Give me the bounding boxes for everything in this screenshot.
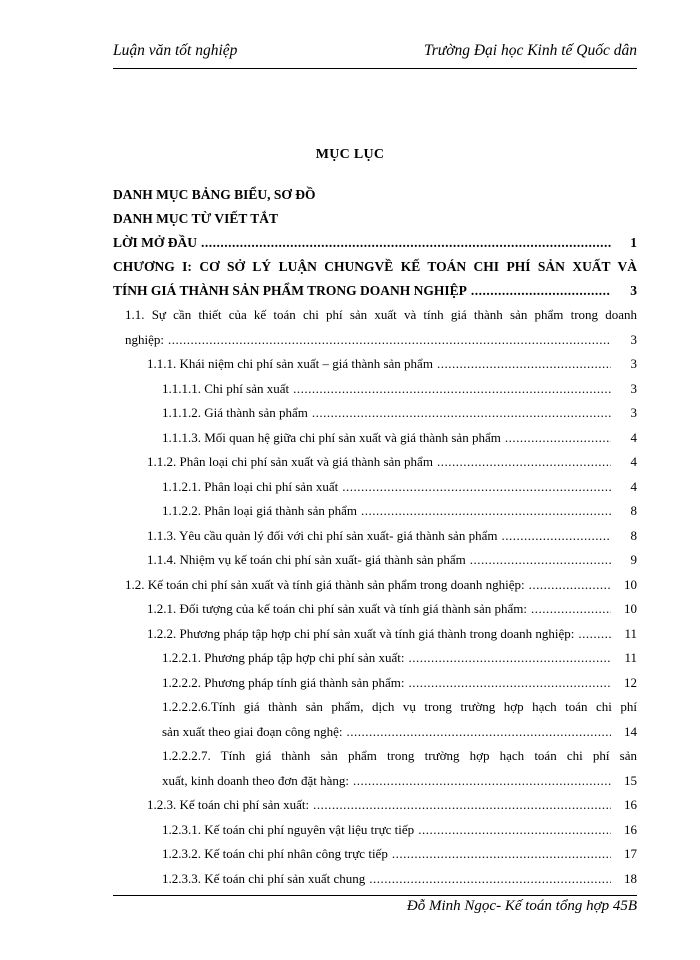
dot-leader [293,377,611,402]
toc-page-number: 16 [624,821,637,837]
toc-entry-chapter-1[interactable] [113,255,637,303]
page-title: MỤC LỤC [315,147,385,162]
toc-page-number: 18 [624,870,637,886]
toc-entry-text: 1.1.4. Nhiệm vụ kế toán chi phí sản xuất- giá thành sản phẩm [147,552,466,567]
dot-leader [437,352,611,377]
dot-leader [471,279,611,303]
toc-entry-1-1[interactable] [113,303,637,352]
dot-leader [312,401,611,426]
toc-page-number: 4 [630,454,637,469]
toc-entry-introduction[interactable] [113,231,637,255]
toc-entry-text-line2: sản xuất theo giai đoạn công nghệ: [162,723,343,739]
toc-entry-abbreviations[interactable] [113,207,637,231]
toc-page-number: 3 [630,283,637,298]
toc-page-number: 3 [630,380,637,396]
toc-entry-list-of-tables[interactable] [113,183,637,207]
header-thesis-label: Luận văn tốt nghiệp [113,42,238,59]
page-header [113,42,637,66]
toc-entry-1-1-1-3[interactable] [113,426,637,451]
toc-entry-1-2-2-1[interactable] [113,646,637,671]
toc-page-number: 15 [624,772,637,788]
dot-leader [168,328,611,353]
toc-page-number: 1 [630,235,637,250]
dot-leader [529,573,611,598]
toc-entry-1-2-3-2[interactable] [113,842,637,867]
toc-page-number: 14 [624,723,637,739]
toc-page-number: 11 [624,650,637,665]
dot-leader [501,524,611,549]
toc-entry-1-1-1[interactable] [113,352,637,377]
toc-entry-text: 1.1.1.2. Giá thành sản phẩm [162,405,308,420]
toc-entry-text: 1.2.2.2. Phương pháp tính giá thành sản phẩm: [162,674,405,690]
dot-leader [505,426,611,451]
dot-leader [313,793,611,818]
toc-page-number: 3 [630,405,637,420]
toc-entry-1-1-4[interactable] [113,548,637,573]
toc-page-number: 9 [630,552,637,567]
dot-leader [409,646,612,671]
toc-page-number: 3 [630,331,637,347]
toc-entry-1-1-1-2[interactable] [113,401,637,426]
toc-entry-text: 1.2.2. Phương pháp tập hợp chi phí sản xuất và tính giá thành trong doanh nghiệp: [147,625,575,641]
toc-page-number: 10 [624,576,637,592]
toc-entry-1-1-1-1[interactable] [113,377,637,402]
toc-page-number: 8 [630,503,637,518]
dot-leader [531,597,611,622]
toc-entry-text: 1.2.3. Kế toán chi phí sản xuất: [147,797,310,812]
toc-entry-text: DANH MỤC TỪ VIẾT TẮT [113,211,279,226]
toc-entry-text: 1.1.2. Phân loại chi phí sản xuất và giá thành sản phẩm [147,454,433,469]
toc-entry-1-2-2-2-6[interactable] [113,695,637,744]
toc-entry-text-line1: 1.1. Sự cần thiết của kế toán chi phí sản xuất và tính giá thành sản phẩm trong doanh [125,307,637,322]
footer-rule [113,895,637,896]
toc-entry-text: 1.1.1.1. Chi phí sản xuất [162,380,290,396]
toc-entry-text: 1.2.3.1. Kế toán chi phí nguyên vật liệu trực tiếp [162,821,415,837]
toc-entry-1-2-3-3[interactable] [113,867,637,892]
header-university: Trường Đại học Kinh tế Quốc dân [423,42,637,59]
toc-entry-text-line1: 1.2.2.2.7. Tính giá thành sản phẩm trong trường hợp hạch toán chi phí sản [162,748,637,763]
toc-entry-text: 1.1.2.1. Phân loại chi phí sản xuất [162,478,339,494]
toc-entry-text: 1.2.1. Đối tượng của kế toán chi phí sản xuất và tính giá thành sản phẩm: [147,601,528,616]
toc-page-number: 8 [630,527,637,543]
dot-leader [361,499,611,524]
toc-entry-text: 1.2.3.2. Kế toán chi phí nhân công trực tiếp [162,846,388,861]
toc-page-number: 16 [624,797,637,812]
toc-entry-text: 1.2. Kế toán chi phí sản xuất và tính giá thành sản phẩm trong doanh nghiệp: [125,576,525,592]
toc-entry-text-line2: xuất, kinh doanh theo đơn đặt hàng: [162,772,350,788]
toc-entry-1-2-2[interactable] [113,622,637,647]
dot-leader [408,671,611,696]
toc-page-number: 12 [624,674,637,690]
dot-leader [201,231,611,255]
toc-entry-1-2-3-1[interactable] [113,818,637,843]
toc-entry-text: 1.1.1. Khái niệm chi phí sản xuất – giá thành sản phẩm [147,356,433,371]
toc-entry-text-line2: TÍNH GIÁ THÀNH SẢN PHẨM TRONG DOANH NGHIỆP [113,283,467,298]
toc-entry-1-1-3[interactable] [113,524,637,549]
page-footer-author: Đỗ Minh Ngọc- Kế toán tổng hợp 45B [406,898,637,914]
toc-entry-1-2-2-2-7[interactable] [113,744,637,793]
toc-entry-1-1-2-1[interactable] [113,475,637,500]
toc-entry-text-line2: nghiệp: [125,331,164,347]
toc-entry-text-line1: CHƯƠNG I: CƠ SỞ LÝ LUẬN CHUNGVỀ KẾ TOÁN CHI PHÍ SẢN XUẤT VÀ [113,259,637,274]
dot-leader [342,475,611,500]
toc-page-number: 4 [630,429,637,445]
toc-entry-text: 1.1.2.2. Phân loại giá thành sản phẩm [162,503,357,518]
dot-leader [369,867,611,892]
toc-entry-text: 1.1.1.3. Mối quan hệ giữa chi phí sản xuất và giá thành sản phẩm [162,429,501,445]
toc-entry-text: 1.2.3.3. Kế toán chi phí sản xuất chung [162,870,366,886]
dot-leader [578,622,611,647]
dot-leader [437,450,611,475]
toc-page-number: 17 [624,846,637,861]
dot-leader [470,548,611,573]
toc-page-number: 11 [624,625,637,641]
dot-leader [353,769,611,794]
header-rule [113,68,637,69]
toc-entry-1-1-2-2[interactable] [113,499,637,524]
toc-page-number: 4 [630,478,637,494]
toc-entry-text-line1: 1.2.2.2.6.Tính giá thành sản phẩm, dịch vụ trong trường hợp hạch toán chi phí [162,699,637,714]
toc-entry-text: 1.1.3. Yêu cầu quản lý đối với chi phí sản xuất- giá thành sản phẩm [147,527,498,543]
table-of-contents [113,183,637,891]
toc-entry-text: LỜI MỞ ĐẦU [113,235,197,250]
toc-page-number: 3 [630,356,637,371]
toc-entry-1-1-2[interactable] [113,450,637,475]
toc-entry-text: DANH MỤC BẢNG BIỂU, SƠ ĐỒ [113,187,316,202]
toc-entry-text: 1.2.2.1. Phương pháp tập hợp chi phí sản xuất: [162,650,405,665]
dot-leader [392,842,611,867]
dot-leader [347,720,611,745]
toc-entry-1-2-2-2[interactable] [113,671,637,696]
toc-page-number: 10 [624,601,637,616]
toc-entry-1-2-1[interactable] [113,597,637,622]
dot-leader [418,818,611,843]
toc-entry-1-2-3[interactable] [113,793,637,818]
toc-entry-1-2[interactable] [113,573,637,598]
